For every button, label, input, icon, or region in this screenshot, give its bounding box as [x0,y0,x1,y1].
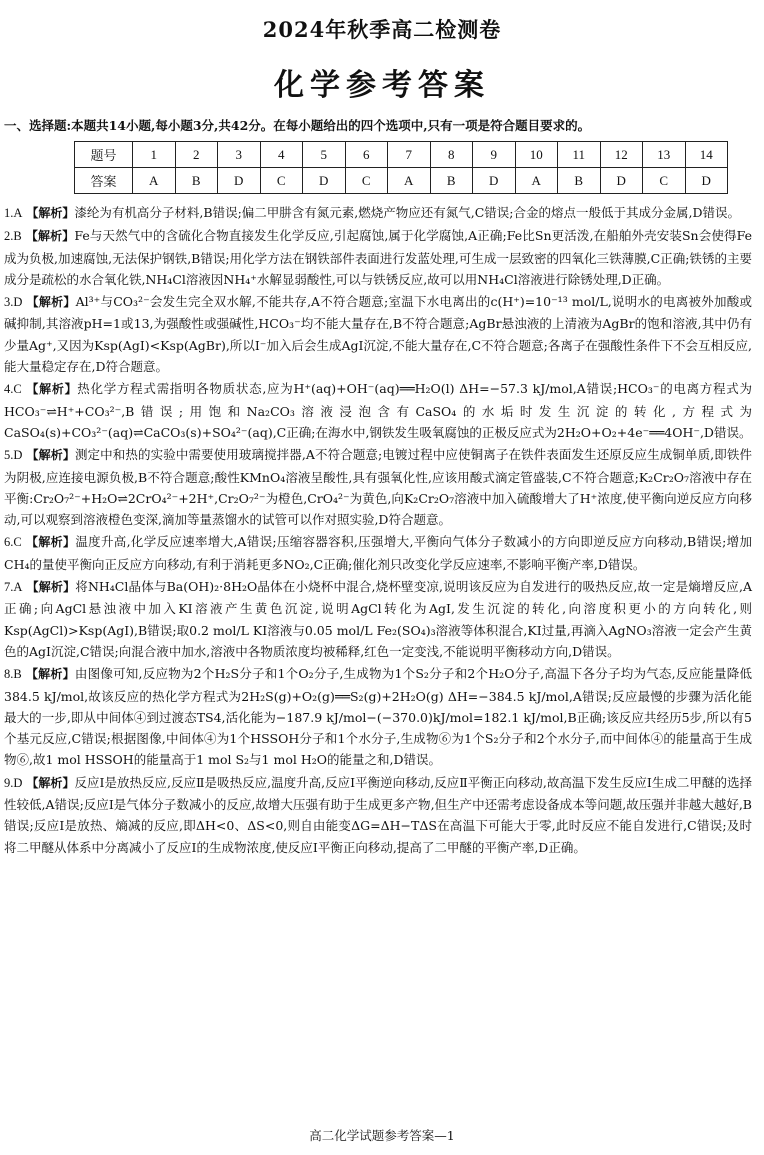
exam-title: 2024年秋季高二检测卷 [262,17,502,42]
table-cell-number: 12 [600,142,643,168]
explanation-item [4,772,752,858]
table-cell-number: 7 [388,142,431,168]
question-number: 3.D [4,295,23,310]
table-cell-number: 14 [685,142,728,168]
table-row-numbers [75,142,728,168]
question-number: 7.A [4,580,23,595]
table-cell-answer: A [388,168,431,194]
page-footer: 高二化学试题参考答案—1 [309,1128,455,1143]
question-number: 1.A [4,206,23,220]
explanation-text: 温度升高,化学反应速率增大,A错误;压缩容器容积,压强增大,平衡向气体分子数减小的方向即逆反应方向移动,B错误;增加CH₄的量使平衡向正反应方向移动,有利于消耗更多NO₂,C正确;催化剂只改变化学反应速率,不影响平衡产率,D错误。 [4,534,752,572]
explanation-item [4,225,752,290]
explanation-text: 由图像可知,反应物为2个H₂S分子和1个O₂分子,生成物为1个S₂分子和2个H₂O分子,高温下各分子均为气态,反应能量降低384.5 kJ/mol,故该反应的热化学方程式为2H₂S(g)+O₂(g)══S₂(g)+2H₂O(g) ΔH=−384.5 kJ/mol,A错误;反应最慢的步骤为活化能最大的一步,即从中间体④到过渡态TS4,活化能为−187.9 kJ/mol−(−370.0)kJ/mol=182.1 kJ/mol,B正确;该反应共经历5步,所以有5个基元反应,C错误;根据图像,中间体④为1个HSSOH分子和1个水分子,生成物⑥为1个S₂分子和2个水分子,而中间体④的能量高于生成物⑥,故1 mol HSSOH的能量高于1 mol S₂与1 mol H₂O的能量之和,D错误。 [4,666,752,768]
table-cell-number: 6 [345,142,388,168]
explanation-item [4,291,752,377]
question-number: 6.C [4,535,22,550]
question-number: 5.D [4,448,23,463]
section-heading: 一、选择题:本题共14小题,每小题3分,共42分。在每小题给出的四个选项中,只有一项是符合题目要求的。 [4,118,591,133]
table-cell-number: 2 [175,142,218,168]
analysis-tag: 【解析】 [26,206,75,220]
analysis-tag: 【解析】 [26,775,75,790]
question-number: 8.B [4,667,22,682]
table-cell-answer: D [473,168,516,194]
table-cell-answer: C [260,168,303,194]
explanation-text: Fe与天然气中的含硫化合物直接发生化学反应,引起腐蚀,属于化学腐蚀,A正确;Fe比Sn更活泼,在船舶外壳安装Sn会使得Fe成为负极,加速腐蚀,无法保护钢铁,B错误;用化学方法在钢铁部件表面进行发蓝处理,可生成一层致密的四氧化三铁薄膜,C正确;铁锈的主要成分是疏松的水合氧化铁,NH₄Cl溶液因NH₄⁺水解显弱酸性,可以与铁锈反应,故可以用NH₄Cl溶液进行除锈处理,D正确。 [4,228,752,287]
explanation-item [4,444,752,530]
table-cell-answer: C [345,168,388,194]
table-header-question: 题号 [75,142,133,168]
analysis-tag: 【解析】 [26,295,76,310]
explanation-text: 热化学方程式需指明各物质状态,应为H⁺(aq)+OH⁻(aq)══H₂O(l) ΔH=−57.3 kJ/mol,A错误;HCO₃⁻的电离方程式为HCO₃⁻⇌H⁺+CO₃²⁻,B错误;用饱和Na₂CO₃溶液浸泡含有CaSO₄的水垢时发生沉淀的转化,方程式为CaSO₄(s)+CO₃²⁻(aq)⇌CaCO₃(s)+SO₄²⁻(aq),C正确;在海水中,钢铁发生吸氧腐蚀的正极反应式为2H₂O+O₂+4e⁻══4OH⁻,D错误。 [4,381,752,440]
analysis-tag: 【解析】 [26,448,75,463]
analysis-tag: 【解析】 [26,535,76,550]
table-cell-number: 11 [558,142,601,168]
table-cell-answer: D [685,168,728,194]
table-cell-number: 8 [430,142,473,168]
document-title: 化学参考答案 [274,68,490,103]
analysis-tag: 【解析】 [25,667,75,682]
table-cell-number: 9 [473,142,516,168]
explanation-item [4,663,752,770]
table-cell-answer: B [430,168,473,194]
explanations-list [4,202,752,859]
table-cell-number: 13 [643,142,686,168]
explanation-text: 漆纶为有机高分子材料,B错误;偏二甲肼含有氮元素,燃烧产物应还有氮气,C错误;合金的熔点一般低于其成分金属,D错误。 [74,205,740,220]
table-header-answer: 答案 [75,168,133,194]
table-cell-number: 5 [303,142,346,168]
table-cell-answer: C [643,168,686,194]
explanation-text: 测定中和热的实验中需要使用玻璃搅拌器,A不符合题意;电镀过程中应使铜离子在铁件表面发生还原反应生成铜单质,即铁件为阴极,应连接电源负极,B不符合题意;酸性KMnO₄溶液呈酸性,具有强氧化性,应该用酸式滴定管盛装,C不符合题意;K₂Cr₂O₇溶液中存在平衡:Cr₂O₇²⁻+H₂O⇌2CrO₄²⁻+2H⁺,Cr₂O₇²⁻为橙色,CrO₄²⁻为黄色,向K₂Cr₂O₇溶液中加入硫酸增大了H⁺浓度,使平衡向逆反应方向移动,可以观察到溶液橙色变深,滴加等量蒸馏水的试管可以作对照实验,D符合题意。 [4,447,752,528]
question-number: 4.C [4,382,22,397]
explanation-item [4,202,752,224]
table-cell-answer: D [600,168,643,194]
table-cell-answer: A [133,168,176,194]
explanation-item [4,378,752,443]
table-row-answers [75,168,728,194]
answer-table [74,141,728,194]
explanation-text: 反应Ⅰ是放热反应,反应Ⅱ是吸热反应,温度升高,反应Ⅰ平衡逆向移动,反应Ⅱ平衡正向移动,故高温下发生反应Ⅰ生成二甲醚的选择性较低,A错误;反应Ⅰ是气体分子数减小的反应,故增大压强有助于生成更多产物,但生产中还需考虑设备成本等问题,故压强并非越大越好,B错误;反应Ⅰ是放热、熵减的反应,即ΔH<0、ΔS<0,则自由能变ΔG=ΔH−TΔS在高温下可能大于零,此时反应不能自发进行,C错误;及时将二甲醚从体系中分离减小了反应Ⅰ的生成物浓度,使反应Ⅰ平衡正向移动,提高了二甲醚的平衡产率,D正确。 [4,774,752,855]
question-number: 2.B [4,229,22,244]
table-cell-answer: B [558,168,601,194]
table-cell-answer: D [303,168,346,194]
table-cell-number: 4 [260,142,303,168]
analysis-tag: 【解析】 [26,580,76,595]
explanation-text: Al³⁺与CO₃²⁻会发生完全双水解,不能共存,A不符合题意;室温下水电离出的c(H⁺)=10⁻¹³ mol/L,说明水的电离被外加酸或碱抑制,其溶液pH=1或13,为强酸性或强碱性,HCO₃⁻均不能大量存在,B不符合题意;AgBr悬浊液的上清液为AgBr的饱和溶液,其中仍有少量Ag⁺,又因为Ksp(AgI)<Ksp(AgBr),所以I⁻加入后会生成AgI沉淀,不能大量存在,C不符合题意;各离子在强酸性条件下不会互相反应,能大量稳定存在,D符合题意。 [4,294,752,375]
explanation-item [4,531,752,575]
table-cell-answer: A [515,168,558,194]
table-cell-number: 1 [133,142,176,168]
table-cell-answer: B [175,168,218,194]
analysis-tag: 【解析】 [26,382,78,397]
explanation-item [4,576,752,662]
table-cell-number: 3 [218,142,261,168]
analysis-tag: 【解析】 [25,229,75,244]
table-cell-answer: D [218,168,261,194]
explanation-text: 将NH₄Cl晶体与Ba(OH)₂·8H₂O晶体在小烧杯中混合,烧杯壁变凉,说明该反应为自发进行的吸热反应,故一定是熵增反应,A正确;向AgCl悬浊液中加入KI溶液产生黄色沉淀,说明AgCl转化为AgI,发生沉淀的转化,向溶度积更小的方向转化,则Ksp(AgCl)>Ksp(AgI),B错误;取0.2 mol/L KI溶液与0.05 mol/L Fe₂(SO₄)₃溶液等体积混合,KI过量,再滴入AgNO₃溶液一定会产生黄色的AgI沉淀,C错误;向混合液中加水,溶液中各物质浓度均被稀释,红色一定变浅,不能说明平衡移动方向,D错误。 [4,579,752,659]
question-number: 9.D [4,775,23,790]
table-cell-number: 10 [515,142,558,168]
